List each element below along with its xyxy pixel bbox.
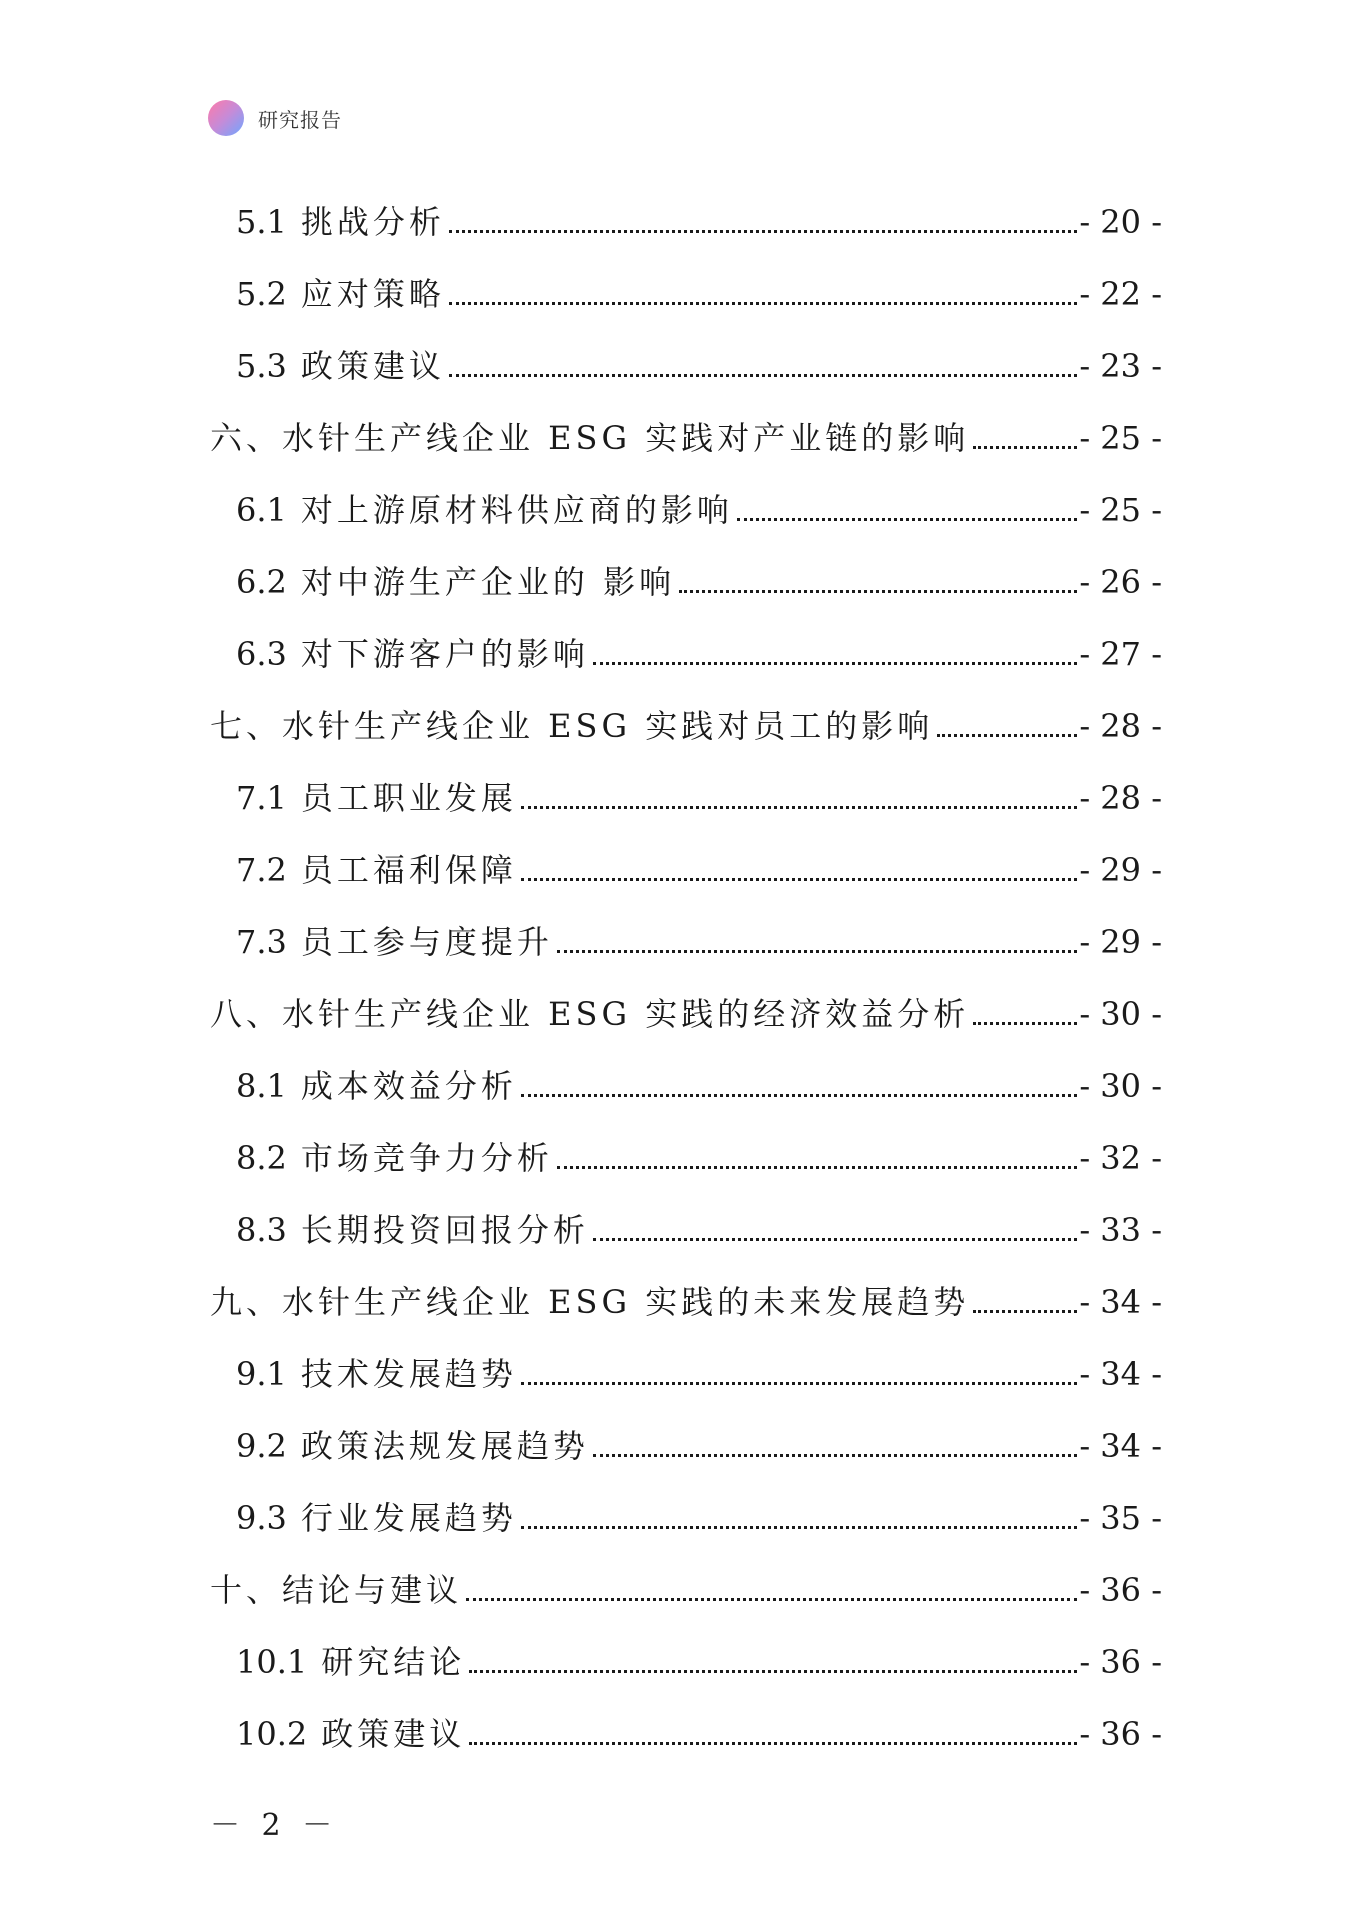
toc-chapter-entry[interactable]: [210, 1538, 1162, 1610]
toc-entry-title: 对中游生产企业的 影响: [300, 563, 676, 601]
toc-entry-number: 6.1: [236, 491, 287, 529]
toc-entry-page: - 35 -: [1079, 1499, 1162, 1537]
toc-section-entry[interactable]: [210, 1682, 1162, 1754]
toc-section-entry[interactable]: [210, 1034, 1162, 1106]
toc-dot-leader: [449, 230, 1077, 233]
toc-entry-title: 对下游客户的影响: [300, 635, 589, 673]
toc-chapter-entry[interactable]: [210, 962, 1162, 1034]
toc-entry-number: 7.3: [236, 923, 287, 961]
toc-entry-page: - 25 -: [1079, 419, 1162, 457]
toc-entry-title: 挑战分析: [300, 203, 445, 241]
toc-chapter-entry[interactable]: [210, 674, 1162, 746]
toc-chapter-entry[interactable]: [210, 386, 1162, 458]
toc-entry-text: [236, 274, 445, 314]
toc-section-entry[interactable]: [210, 1178, 1162, 1250]
toc-entry-page: - 34 -: [1079, 1427, 1162, 1465]
toc-entry-number: 8.3: [236, 1211, 287, 1249]
toc-entry-number: 10.2: [236, 1715, 308, 1753]
toc-entry-text: [210, 1570, 462, 1610]
toc-entry-number: 8.1: [236, 1067, 287, 1105]
toc-entry-text: [236, 1714, 465, 1754]
toc-entry-text: [236, 1210, 589, 1250]
toc-entry-number: 7.1: [236, 779, 287, 817]
toc-section-entry[interactable]: [210, 602, 1162, 674]
toc-section-entry[interactable]: [210, 818, 1162, 890]
toc-entry-page: - 32 -: [1079, 1139, 1162, 1177]
page-number: － 2 －: [210, 1808, 339, 1843]
toc-entry-title: 七、水针生产线企业 ESG 实践对员工的影响: [210, 707, 934, 745]
toc-entry-page: - 30 -: [1079, 995, 1162, 1033]
toc-section-entry[interactable]: [210, 890, 1162, 962]
toc-entry-page: - 36 -: [1079, 1643, 1162, 1681]
toc-entry-text: [236, 1642, 465, 1682]
logo-circle-icon: [208, 100, 244, 136]
toc-dot-leader: [973, 1022, 1077, 1025]
toc-dot-leader: [973, 1310, 1077, 1313]
toc-entry-title: 应对策略: [300, 275, 445, 313]
toc-entry-number: 9.1: [236, 1355, 287, 1393]
toc-entry-text: [236, 778, 517, 818]
header-label: 研究报告: [258, 107, 342, 132]
toc-entry-number: 9.2: [236, 1427, 287, 1465]
toc-entry-page: - 36 -: [1079, 1715, 1162, 1753]
toc-entry-text: [236, 346, 445, 386]
toc-entry-page: - 29 -: [1079, 851, 1162, 889]
toc-dot-leader: [593, 1238, 1077, 1241]
toc-section-entry[interactable]: [210, 1394, 1162, 1466]
toc-dot-leader: [521, 806, 1077, 809]
toc-dot-leader: [521, 878, 1077, 881]
toc-section-entry[interactable]: [210, 458, 1162, 530]
toc-dot-leader: [679, 590, 1077, 593]
toc-entry-number: 8.2: [236, 1139, 287, 1177]
toc-entry-text: [210, 418, 969, 458]
toc-dot-leader: [469, 1742, 1077, 1745]
toc-dot-leader: [737, 518, 1077, 521]
toc-entry-number: 5.2: [236, 275, 287, 313]
toc-dot-leader: [449, 374, 1077, 377]
toc-entry-page: - 20 -: [1079, 203, 1162, 241]
toc-entry-page: - 30 -: [1079, 1067, 1162, 1105]
toc-entry-text: [210, 1282, 969, 1322]
toc-entry-page: - 28 -: [1079, 779, 1162, 817]
toc-entry-page: - 29 -: [1079, 923, 1162, 961]
toc-dot-leader: [593, 662, 1077, 665]
toc-section-entry[interactable]: [210, 1322, 1162, 1394]
toc-dot-leader: [521, 1094, 1077, 1097]
toc-entry-number: 10.1: [236, 1643, 308, 1681]
toc-entry-title: 六、水针生产线企业 ESG 实践对产业链的影响: [210, 419, 970, 457]
toc-section-entry[interactable]: [210, 1106, 1162, 1178]
toc-dot-leader: [593, 1454, 1077, 1457]
toc-entry-page: - 36 -: [1079, 1571, 1162, 1609]
toc-entry-title: 十、结论与建议: [210, 1571, 463, 1609]
toc-section-entry[interactable]: [210, 242, 1162, 314]
toc-dot-leader: [521, 1526, 1077, 1529]
toc-entry-text: [236, 202, 445, 242]
toc-entry-number: 9.3: [236, 1499, 287, 1537]
toc-entry-text: [236, 850, 517, 890]
toc-entry-title: 长期投资回报分析: [300, 1211, 589, 1249]
toc-dot-leader: [469, 1670, 1077, 1673]
toc-entry-title: 员工福利保障: [300, 851, 517, 889]
toc-entry-page: - 27 -: [1079, 635, 1162, 673]
toc-entry-number: 6.3: [236, 635, 287, 673]
toc-section-entry[interactable]: [210, 170, 1162, 242]
toc-entry-page: - 25 -: [1079, 491, 1162, 529]
toc-section-entry[interactable]: [210, 1466, 1162, 1538]
toc-section-entry[interactable]: [210, 1610, 1162, 1682]
toc-entry-page: - 22 -: [1079, 275, 1162, 313]
toc-entry-title: 政策建议: [321, 1715, 466, 1753]
toc-entry-title: 员工参与度提升: [300, 923, 553, 961]
table-of-contents: [210, 170, 1162, 1754]
toc-entry-title: 政策法规发展趋势: [300, 1427, 589, 1465]
toc-entry-title: 员工职业发展: [300, 779, 517, 817]
toc-entry-text: [236, 562, 675, 602]
toc-entry-title: 对上游原材料供应商的影响: [300, 491, 733, 529]
toc-chapter-entry[interactable]: [210, 1250, 1162, 1322]
toc-entry-page: - 34 -: [1079, 1355, 1162, 1393]
toc-dot-leader: [466, 1598, 1077, 1601]
toc-entry-number: 6.2: [236, 563, 287, 601]
toc-entry-number: 5.1: [236, 203, 287, 241]
toc-entry-text: [210, 994, 969, 1034]
toc-entry-text: [236, 634, 589, 674]
toc-entry-text: [236, 1138, 553, 1178]
toc-dot-leader: [973, 446, 1077, 449]
toc-entry-page: - 28 -: [1079, 707, 1162, 745]
toc-entry-title: 技术发展趋势: [300, 1355, 517, 1393]
toc-entry-title: 研究结论: [321, 1643, 466, 1681]
toc-entry-title: 成本效益分析: [300, 1067, 517, 1105]
toc-section-entry[interactable]: [210, 314, 1162, 386]
toc-entry-page: - 34 -: [1079, 1283, 1162, 1321]
page-header: [208, 98, 342, 138]
toc-entry-page: - 33 -: [1079, 1211, 1162, 1249]
toc-section-entry[interactable]: [210, 530, 1162, 602]
toc-entry-number: 5.3: [236, 347, 287, 385]
toc-entry-title: 九、水针生产线企业 ESG 实践的未来发展趋势: [210, 1283, 970, 1321]
toc-entry-text: [210, 706, 933, 746]
toc-entry-title: 八、水针生产线企业 ESG 实践的经济效益分析: [210, 995, 970, 1033]
toc-section-entry[interactable]: [210, 746, 1162, 818]
toc-entry-title: 市场竞争力分析: [300, 1139, 553, 1177]
toc-entry-title: 政策建议: [300, 347, 445, 385]
toc-dot-leader: [557, 1166, 1077, 1169]
toc-entry-text: [236, 490, 733, 530]
toc-entry-text: [236, 1426, 589, 1466]
toc-entry-title: 行业发展趋势: [300, 1499, 517, 1537]
toc-entry-number: 7.2: [236, 851, 287, 889]
toc-dot-leader: [937, 734, 1077, 737]
toc-dot-leader: [557, 950, 1077, 953]
toc-entry-text: [236, 1354, 517, 1394]
toc-dot-leader: [449, 302, 1077, 305]
toc-entry-text: [236, 1498, 517, 1538]
toc-entry-text: [236, 1066, 517, 1106]
toc-entry-text: [236, 922, 553, 962]
toc-dot-leader: [521, 1382, 1077, 1385]
toc-entry-page: - 23 -: [1079, 347, 1162, 385]
toc-entry-page: - 26 -: [1079, 563, 1162, 601]
